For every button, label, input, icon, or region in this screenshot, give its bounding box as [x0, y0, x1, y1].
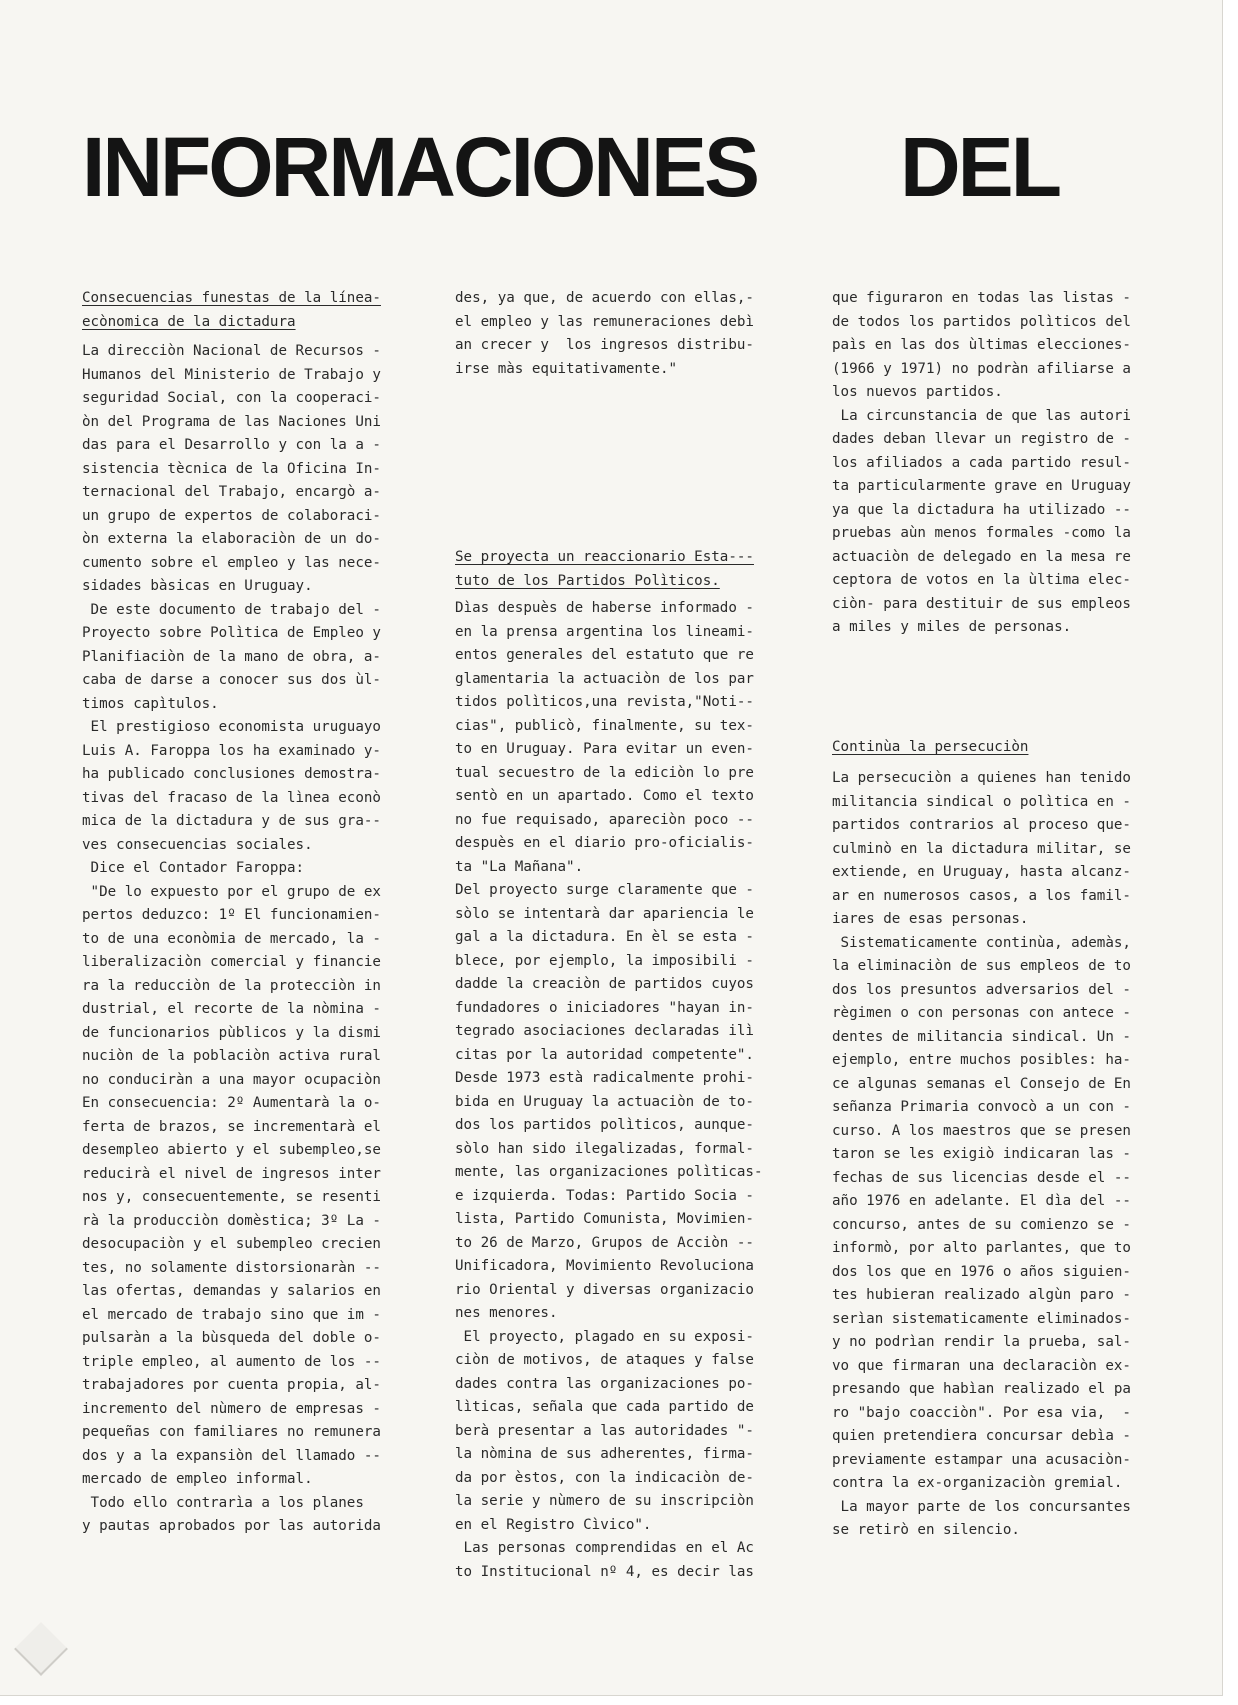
column-2-intro [455, 287, 795, 381]
text-line: cumento sobre el empleo y las nece- [82, 554, 381, 571]
text-line: dos y a la expansiòn del llamado -- [82, 1447, 381, 1464]
text-line: Desde 1973 està radicalmente prohi- [455, 1070, 754, 1086]
text-line: quien pretendiera concursar debìa - [832, 1428, 1131, 1444]
text-line: vo que firmaran una declaraciòn ex- [832, 1357, 1131, 1374]
text-line: militancia sindical o polìtica en - [832, 793, 1131, 810]
text-line: sidades bàsicas en Uruguay. [82, 578, 313, 594]
text-line: das para el Desarrollo y con la a - [82, 437, 381, 453]
text-line: mica de la dictadura y de sus gra-- [82, 813, 381, 829]
text-line: da por èstos, con la indicaciòn de- [455, 1469, 754, 1486]
text-line: partidos contrarios al proceso que- [832, 817, 1131, 833]
text-line: fechas de sus licencias desde el -- [832, 1169, 1131, 1186]
text-line: informò, por alto parlantes, que to [832, 1240, 1131, 1256]
text-line: rà la producciòn domèstica; 3º La - [82, 1212, 381, 1229]
text-line: actuaciòn de delegado en la mesa re [832, 548, 1131, 565]
text-line: to Institucional nº 4, es decir las [455, 1563, 754, 1580]
text-line: bida en Uruguay la actuaciòn de to- [455, 1093, 754, 1110]
text-line: berà presentar a las autoridades "- [455, 1422, 754, 1439]
text-line: sòlo han sido ilegalizadas, formal- [455, 1140, 754, 1157]
text-line: la eliminaciòn de sus empleos de to [832, 958, 1131, 974]
text-line: mercado de empleo informal. [82, 1471, 313, 1487]
text-line: mente, las organizaciones polìticas- [455, 1164, 763, 1180]
text-line: señanza Primaria convocò a un con - [832, 1099, 1131, 1115]
text-line: òn del Programa de las Naciones Uni [82, 413, 381, 430]
text-line: nuciòn de la poblaciòn activa rural [82, 1048, 381, 1064]
text-line: ternacional del Trabajo, encargò a- [82, 484, 381, 500]
text-line: De este documento de trabajo del - [82, 601, 381, 618]
text-line: an crecer y los ingresos distribu- [455, 337, 754, 353]
text-line: timos capìtulos. [82, 695, 219, 712]
text-line: pulsaràn a la bùsqueda del doble o- [82, 1330, 381, 1346]
text-line: incremento del nùmero de empresas - [82, 1400, 381, 1417]
text-line: los afiliados a cada partido resul- [832, 454, 1131, 471]
text-line: pertos deduzco: 1º El funcionamien- [82, 907, 381, 923]
text-line: ciòn- para destituir de sus empleos [832, 595, 1131, 612]
text-line: citas por la autoridad competente". [455, 1046, 754, 1063]
text-line: fundadores o iniciadores "hayan in- [455, 999, 754, 1016]
text-line: concurso, antes de su comienzo se - [832, 1216, 1131, 1233]
text-line: en el Registro Cìvico". [455, 1516, 652, 1533]
text-line: ciòn de motivos, de ataques y false [455, 1352, 754, 1368]
text-line: iares de esas personas. [832, 911, 1029, 927]
text-line: Planifiaciòn de la mano de obra, a- [82, 648, 381, 665]
text-line: el empleo y las remuneraciones debì [455, 313, 754, 330]
text-line: El prestigioso economista uruguayo [82, 719, 381, 735]
text-line: paìs en las dos ùltimas elecciones- [832, 337, 1131, 353]
text-line: dustrial, el recorte de la nòmina - [82, 1001, 381, 1017]
text-line: Las personas comprendidas en el Ac [455, 1540, 754, 1556]
heading-line: Consecuencias funestas de la línea- [82, 290, 381, 306]
heading-line: Continùa la persecuciòn [832, 738, 1029, 755]
text-line: lista, Partido Comunista, Movimien- [455, 1211, 754, 1227]
text-line: dos los que en 1976 o años siguien- [832, 1263, 1131, 1280]
text-line: òn externa la elaboraciòn de un do- [82, 531, 381, 547]
text-line: ce algunas semanas el Consejo de En [832, 1075, 1131, 1092]
text-line: las ofertas, demandas y salarios en [82, 1283, 381, 1299]
text-line: Proyecto sobre Polìtica de Empleo y [82, 625, 381, 641]
text-line: to en Uruguay. Para evitar un even- [455, 741, 754, 757]
text-line: que figuraron en todas las listas - [832, 290, 1131, 306]
column-3-body [832, 767, 1177, 1543]
text-line: la serie y nùmero de su inscripciòn [455, 1493, 754, 1509]
text-line: desocupaciòn y el subempleo crecien [82, 1236, 381, 1252]
text-line: tes, no solamente distorsionaràn -- [82, 1259, 381, 1276]
text-line: entos generales del estatuto que re [455, 647, 754, 663]
text-line: curso. A los maestros que se presen [832, 1122, 1131, 1139]
text-line: Humanos del Ministerio de Trabajo y [82, 366, 381, 383]
headline-informaciones: INFORMACIONES [82, 120, 757, 214]
heading-persecucion [832, 736, 1177, 760]
text-line: Del proyecto surge claramente que - [455, 882, 754, 898]
text-line: Todo ello contrarìa a los planes [82, 1494, 364, 1511]
text-line: ferta de brazos, se incrementarà el [82, 1118, 381, 1135]
text-line: to 26 de Marzo, Grupos de Acciòn -- [455, 1234, 754, 1251]
text-line: en la prensa argentina los lineami- [455, 623, 754, 640]
text-line: triple empleo, al aumento de los -- [82, 1353, 381, 1370]
article-column-2 [455, 287, 795, 1584]
text-line: ejemplo, entre muchos posibles: ha- [832, 1052, 1131, 1068]
text-line: tidos polìticos,una revista,"Noti-- [455, 694, 754, 710]
text-line: Unificadora, Movimiento Revoluciona [455, 1258, 754, 1274]
text-line: dos los partidos polìticos, aunque- [455, 1117, 754, 1133]
text-line: ro "bajo coacciòn". Por esa via, - [832, 1404, 1131, 1421]
text-line: El proyecto, plagado en su exposi- [455, 1328, 754, 1345]
text-line: pruebas aùn menos formales -como la [832, 525, 1131, 541]
text-line: ta "La Mañana". [455, 858, 584, 875]
text-line: a miles y miles de personas. [832, 619, 1072, 635]
text-line: blece, por ejemplo, la imposibili - [455, 952, 754, 969]
text-line: tivas del fracaso de la lìnea econò [82, 789, 381, 806]
text-line: glamentaria la actuaciòn de los par [455, 670, 754, 687]
text-line: el mercado de trabajo sino que im - [82, 1306, 381, 1323]
heading-line: ecònomica de la dictadura [82, 313, 296, 330]
text-line: gal a la dictadura. En èl se esta - [455, 929, 754, 945]
text-line: presando que habìan realizado el pa [832, 1381, 1131, 1397]
text-line: extiende, en Uruguay, hasta alcanz- [832, 864, 1131, 880]
text-line: un grupo de expertos de colaboraci- [82, 507, 381, 524]
text-line: previamente estampar una acusaciòn- [832, 1451, 1131, 1468]
text-line: desempleo abierto y el subempleo,se [82, 1142, 381, 1158]
text-line: trabajadores por cuenta propia, al- [82, 1377, 381, 1393]
text-line: La direcciòn Nacional de Recursos - [82, 343, 381, 359]
text-line: de funcionarios pùblicos y la dismi [82, 1024, 381, 1041]
text-line: sistencia tècnica de la Oficina In- [82, 460, 381, 477]
text-line: año 1976 en adelante. El dìa del -- [832, 1193, 1131, 1209]
text-line: contra la ex-organizaciòn gremial. [832, 1475, 1123, 1491]
text-line: La circunstancia de que las autori [832, 407, 1131, 424]
text-line: despuès en el diario pro-oficialis- [455, 835, 754, 851]
text-line: y no podrìan rendir la prueba, sal- [832, 1334, 1131, 1350]
text-line: irse màs equitativamente." [455, 360, 678, 377]
heading-line: tuto de los Partidos Polìticos. [455, 572, 720, 589]
text-line: nes menores. [455, 1305, 558, 1321]
text-line: ves consecuencias sociales. [82, 836, 313, 853]
article-column-1 [82, 287, 422, 1539]
text-line: dades contra las organizaciones po- [455, 1375, 754, 1392]
headline-del: DEL [900, 120, 1059, 214]
text-line: ta particularmente grave en Uruguay [832, 478, 1131, 494]
folded-corner [14, 1622, 68, 1676]
text-line: Luis A. Faroppa los ha examinado y- [82, 742, 381, 759]
text-line: dades deban llevar un registro de - [832, 431, 1131, 447]
text-line: sòlo se intentarà dar apariencia le [455, 905, 754, 922]
text-line: los nuevos partidos. [832, 384, 1003, 400]
text-line: serìan sistematicamente eliminados- [832, 1310, 1131, 1327]
text-line: tual secuestro de la ediciòn lo pre [455, 764, 754, 781]
text-line: seguridad Social, con la cooperaci- [82, 390, 381, 406]
text-line: En consecuencia: 2º Aumentarà la o- [82, 1095, 381, 1111]
text-line: to de una econòmia de mercado, la - [82, 930, 381, 947]
text-line: taron se les exigiò indicaran las - [832, 1146, 1131, 1162]
text-line: e izquierda. Todas: Partido Socia - [455, 1187, 754, 1204]
text-line: règimen o con personas con antece - [832, 1005, 1131, 1021]
text-line: La persecuciòn a quienes han tenido [832, 770, 1131, 786]
text-line: dentes de militancia sindical. Un - [832, 1028, 1131, 1045]
text-line: sentò en un apartado. Como el texto [455, 788, 754, 804]
text-line: tegrado asociaciones declaradas ilì [455, 1023, 754, 1039]
text-line: (1966 y 1971) no podràn afiliarse a [832, 360, 1131, 377]
text-line: des, ya que, de acuerdo con ellas,- [455, 290, 754, 306]
text-line: lìticas, señala que cada partido de [455, 1399, 754, 1415]
heading-estatuto [455, 546, 795, 593]
text-line: dadde la creaciòn de partidos cuyos [455, 976, 754, 992]
text-line: reducirà el nivel de ingresos inter [82, 1165, 381, 1182]
text-line: liberalizaciòn comercial y financie [82, 954, 381, 970]
text-line: ar en numerosos casos, a los famil- [832, 887, 1131, 904]
heading-consecuencias [82, 287, 422, 334]
column-3-intro [832, 287, 1177, 640]
column-1-body [82, 340, 422, 1539]
text-line: nos y, consecuentemente, se resenti [82, 1189, 381, 1205]
text-line: no conduciràn a una mayor ocupaciòn [82, 1071, 381, 1088]
text-line: ya que la dictadura ha utilizado -- [832, 501, 1131, 518]
text-line: "De lo expuesto por el grupo de ex [82, 883, 381, 900]
column-2-body [455, 597, 795, 1584]
text-line: ha publicado conclusiones demostra- [82, 766, 381, 782]
text-line: se retirò en silencio. [832, 1522, 1020, 1538]
text-line: ceptora de votos en la ùltima elec- [832, 572, 1131, 588]
text-line: de todos los partidos polìticos del [832, 313, 1131, 330]
heading-line: Se proyecta un reaccionario Esta--- [455, 549, 754, 565]
text-line: y pautas aprobados por las autorida [82, 1518, 381, 1534]
article-column-3 [832, 287, 1177, 1543]
text-line: pequeñas con familiares no remunera [82, 1424, 381, 1440]
text-line: La mayor parte de los concursantes [832, 1498, 1131, 1515]
text-line: rio Oriental y diversas organizacio [455, 1281, 754, 1298]
text-line: la nòmina de sus adherentes, firma- [455, 1446, 754, 1462]
text-line: dos los presuntos adversarios del - [832, 981, 1131, 998]
text-line: culminò en la dictadura militar, se [832, 840, 1131, 857]
text-line: Sistematicamente continùa, ademàs, [832, 934, 1131, 951]
text-line: caba de darse a conocer sus dos ùl- [82, 672, 381, 688]
text-line: no fue requisado, apareciòn poco -- [455, 811, 754, 828]
text-line: Dice el Contador Faroppa: [82, 860, 305, 876]
text-line: Dìas despuès de haberse informado - [455, 600, 754, 616]
text-line: ra la reducciòn de la protecciòn in [82, 977, 381, 994]
text-line: cias", publicò, finalmente, su tex- [455, 717, 754, 734]
text-line: tes hubieran realizado algùn paro - [832, 1287, 1131, 1303]
